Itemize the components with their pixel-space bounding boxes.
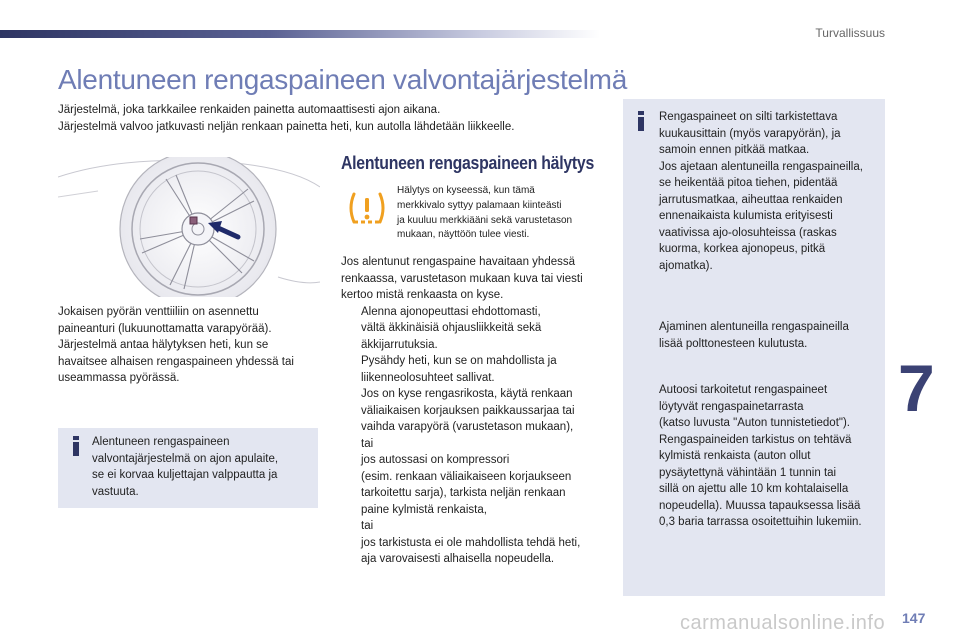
text-line: ja kuuluu merkkiääni sekä varustetason <box>397 214 573 226</box>
text-line: Hälytys on kyseessä, kun tämä <box>397 185 535 196</box>
text-line: vaativissa ajo-olosuhteissa (raskas <box>659 226 837 239</box>
text-line: (katso luvusta "Auton tunnistetiedot"). <box>659 417 850 429</box>
info-panel <box>623 99 885 596</box>
text-line: Jos alentunut rengaspaine havaitaan yhdessä <box>341 256 576 268</box>
bullet-icon <box>341 535 361 552</box>
text-line: liikenneolosuhteet sallivat. <box>361 371 495 384</box>
wheel-valve-illustration <box>58 157 320 297</box>
text-line: Järjestelmä antaa hälytyksen heti, kun se <box>58 339 269 351</box>
text-line: samoin ennen pitkää matkaa. <box>659 144 810 156</box>
tyre-pressure-warning-icon <box>346 190 388 226</box>
list-item <box>341 386 609 452</box>
bullet-icon <box>341 452 361 469</box>
sensor-description <box>58 304 320 387</box>
text-line: löytyvät rengaspainetarrasta <box>659 400 804 413</box>
chapter-number: 7 <box>898 351 935 425</box>
header-bar <box>0 30 600 38</box>
text-line: vastuuta. <box>92 485 139 498</box>
info-paragraph <box>659 319 881 352</box>
text-line: jarrutusmatkaa, aiheuttaa renkaiden <box>659 193 843 206</box>
text-line: merkkivalo syttyy palamaan kiinteästi <box>397 199 562 211</box>
alert-instructions <box>341 254 609 568</box>
text-line: pysäytettynä vähintään 1 tunnin tai <box>659 466 837 479</box>
text-line: ennenaikaista kulumista erityisesti <box>659 210 833 222</box>
text-line: se ei korvaa kuljettajan valppautta ja <box>92 469 278 481</box>
text-line: aja varovaisesti alhaisella nopeudella. <box>361 553 555 565</box>
bullet-icon <box>341 386 361 403</box>
info-paragraph <box>659 382 881 531</box>
text-line: paine kylmistä renkaista, <box>361 503 487 516</box>
section-title: Turvallissuus <box>815 26 885 40</box>
text-line: ajomatka). <box>659 259 713 272</box>
text-line: Alenna ajonopeuttasi ehdottomasti, <box>361 305 541 318</box>
list-item <box>341 452 609 535</box>
text-line: nopeudella). Muussa tapauksessa lisää <box>659 499 861 512</box>
text-line: tarkoitettu sarja), tarkista neljän renkaan <box>361 487 566 499</box>
text-line: renkaassa, varustetason mukaan kuva tai viesti <box>341 272 583 285</box>
text-line: jos tarkistusta ei ole mahdollista tehdä heti, <box>361 536 581 549</box>
text-line: tai <box>361 437 374 450</box>
text-line: kuorma, korkea ajonopeus, pitkä <box>659 243 826 255</box>
intro-line: Järjestelmä, joka tarkkailee renkaiden painetta automaattisesti ajon aikana. <box>58 104 441 116</box>
text-line: se heikentää pitoa tiehen, pidentää <box>659 177 838 189</box>
text-line: mukaan, näyttöön tulee viesti. <box>397 229 530 241</box>
text-line: jos autossasi on kompressori <box>361 454 510 466</box>
text-line: Jos ajetaan alentuneilla rengaspaineilla, <box>659 160 863 173</box>
text-line: Rengaspaineiden tarkistus on tehtävä <box>659 433 852 446</box>
text-line: paineanturi (lukuunottamatta varapyörää). <box>58 322 272 335</box>
page-number: 147 <box>902 610 926 626</box>
intro-text <box>58 102 514 136</box>
page-title: Alentuneen rengaspaineen valvontajärjestelmä <box>58 64 627 95</box>
warning-description <box>397 184 607 243</box>
text-line: vältä äkkinäisiä ohjausliikkeitä sekä <box>361 322 542 334</box>
text-line: lisää polttonesteen kulutusta. <box>659 337 808 350</box>
text-line: Pysähdy heti, kun se on mahdollista ja <box>361 355 557 367</box>
bullet-icon <box>341 304 361 321</box>
list-item <box>341 304 609 354</box>
text-line: äkkijarrutuksia. <box>361 338 438 351</box>
watermark: carmanualsonline.info <box>680 612 886 634</box>
intro-line: Järjestelmä valvoo jatkuvasti neljän renkaan painetta heti, kun autolla lähdetään liikkeelle. <box>58 121 515 133</box>
text-line: valvontajärjestelmä on ajon apulaite, <box>92 452 279 465</box>
text-line: sillä on ajettu alle 10 km kohtalaisella <box>659 483 849 495</box>
info-icon <box>72 436 80 456</box>
text-line: kylmistä renkaista (auton ollut <box>659 450 811 462</box>
section-heading: Alentuneen rengaspaineen hälytys <box>341 153 594 173</box>
list-item <box>341 535 609 568</box>
text-line: Jos on kyse rengasrikosta, käytä renkaan <box>361 388 573 400</box>
text-line: Ajaminen alentuneilla rengaspaineilla <box>659 321 849 333</box>
text-line: 0,3 baria tarrassa osoitettuihin lukemiin. <box>659 516 862 528</box>
info-icon <box>637 111 645 131</box>
text-line: väliaikaisen korjauksen paikkaussarjaa tai <box>361 404 575 417</box>
info-note-box <box>58 428 318 508</box>
text-line: havaitsee alhaisen rengaspaineen yhdessä tai <box>58 355 294 368</box>
text-line: Autoosi tarkoitetut rengaspaineet <box>659 384 828 396</box>
text-line: kertoo mistä renkaasta on kyse. <box>341 289 504 301</box>
text-line: Jokaisen pyörän venttiiliin on asennettu <box>58 306 259 318</box>
text-line: tai <box>361 520 374 532</box>
text-line: (esim. renkaan väliaikaiseen korjaukseen <box>361 470 572 483</box>
bullet-icon <box>341 353 361 370</box>
text-line: vaihda varapyörä (varustetason mukaan), <box>361 421 574 433</box>
list-item <box>341 353 609 386</box>
text-line: useammassa pyörässä. <box>58 372 180 384</box>
info-paragraph <box>659 109 881 274</box>
text-line: Alentuneen rengaspaineen <box>92 436 230 448</box>
text-line: Rengaspaineet on silti tarkistettava <box>659 111 838 123</box>
text-line: kuukausittain (myös varapyörän), ja <box>659 127 841 140</box>
